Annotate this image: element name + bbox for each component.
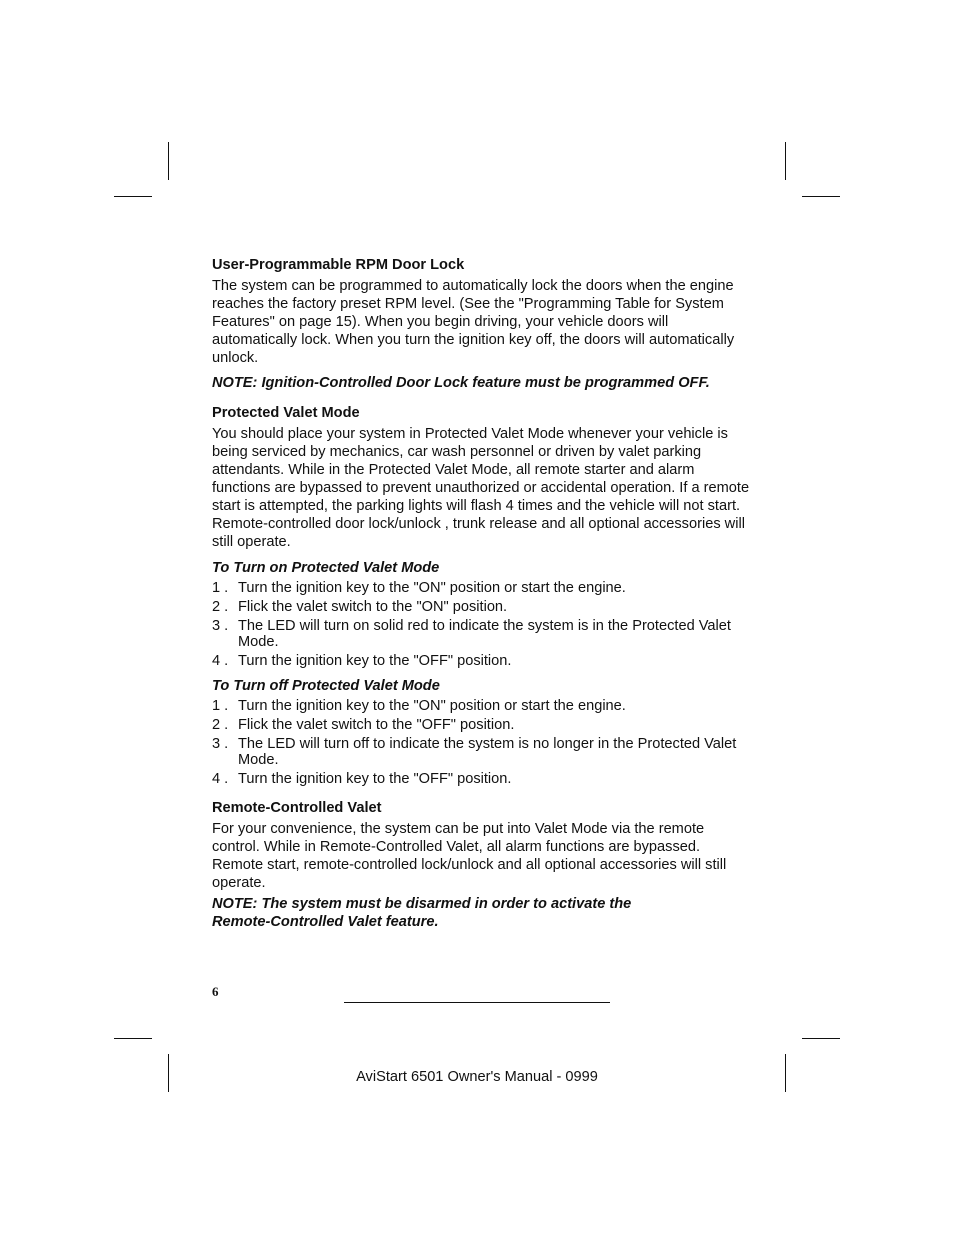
list-item bbox=[212, 698, 752, 714]
step-number: 4 . bbox=[212, 653, 229, 669]
step-number: 3 . bbox=[212, 736, 229, 752]
remote-valet-heading: Remote-Controlled Valet bbox=[212, 800, 382, 816]
crop-mark-top-right-vertical bbox=[785, 142, 786, 180]
page-content bbox=[212, 256, 752, 943]
turn-off-heading: To Turn off Protected Valet Mode bbox=[212, 678, 440, 694]
step-text: Turn the ignition key to the "OFF" position. bbox=[238, 771, 512, 787]
list-item bbox=[212, 580, 752, 596]
step-number: 2 . bbox=[212, 599, 229, 615]
step-text: Turn the ignition key to the "ON" position or start the engine. bbox=[238, 580, 626, 596]
crop-mark-bottom-left-horizontal bbox=[114, 1038, 152, 1039]
step-number: 1 . bbox=[212, 580, 229, 596]
step-text: Turn the ignition key to the "OFF" position. bbox=[238, 653, 512, 669]
remote-valet-note-line2: Remote-Controlled Valet feature. bbox=[212, 914, 439, 930]
page-rule bbox=[344, 1002, 610, 1003]
remote-valet-section bbox=[212, 799, 752, 931]
step-number: 1 . bbox=[212, 698, 229, 714]
rpm-door-lock-body: The system can be programmed to automatically lock the doors when the engine reaches the factory preset RPM level. (See the "Programming Table for System Features" on page 15). When you begin driving, your vehicle doors will automatically lock. When you turn the ignition key off, the doors will automatically unlock. bbox=[212, 278, 735, 366]
footer-text: AviStart 6501 Owner's Manual - 0999 bbox=[356, 1069, 598, 1085]
protected-valet-section bbox=[212, 404, 752, 787]
step-number: 2 . bbox=[212, 717, 229, 733]
list-item bbox=[212, 653, 752, 669]
step-number: 3 . bbox=[212, 618, 229, 634]
turn-off-steps bbox=[212, 698, 752, 787]
list-item bbox=[212, 599, 752, 615]
page-number: 6 bbox=[212, 984, 219, 999]
remote-valet-note bbox=[212, 895, 752, 931]
step-text: The LED will turn on solid red to indicate the system is in the Protected Valet Mode. bbox=[238, 618, 731, 650]
list-item bbox=[212, 771, 752, 787]
turn-on-heading: To Turn on Protected Valet Mode bbox=[212, 560, 440, 576]
step-text: The LED will turn off to indicate the system is no longer in the Protected Valet Mode. bbox=[238, 736, 737, 768]
list-item bbox=[212, 736, 752, 768]
crop-mark-bottom-right-horizontal bbox=[802, 1038, 840, 1039]
rpm-door-lock-note: NOTE: Ignition-Controlled Door Lock feature must be programmed OFF. bbox=[212, 375, 710, 391]
protected-valet-heading: Protected Valet Mode bbox=[212, 405, 360, 421]
rpm-door-lock-section bbox=[212, 256, 752, 392]
list-item bbox=[212, 717, 752, 733]
protected-valet-body: You should place your system in Protected Valet Mode whenever your vehicle is being serviced by mechanics, car wash personnel or driven by valet parking attendants. While in the Protected Valet Mode, all remote starter and alarm functions are bypassed to prevent unauthorized or accidental operation. If a remote start is attempted, the parking lights will flash 4 times and the vehicle will not start. Remote-controlled door lock/unlock , trunk release and all optional accessories will still operate. bbox=[212, 426, 750, 550]
step-text: Flick the valet switch to the "ON" position. bbox=[238, 599, 508, 615]
step-number: 4 . bbox=[212, 771, 229, 787]
crop-mark-top-left-horizontal bbox=[114, 196, 152, 197]
step-text: Turn the ignition key to the "ON" position or start the engine. bbox=[238, 698, 626, 714]
crop-mark-top-left-vertical bbox=[168, 142, 169, 180]
remote-valet-note-line1: NOTE: The system must be disarmed in order to activate the bbox=[212, 896, 632, 912]
turn-on-steps bbox=[212, 580, 752, 669]
rpm-door-lock-heading: User-Programmable RPM Door Lock bbox=[212, 257, 465, 273]
list-item bbox=[212, 618, 752, 650]
crop-mark-top-right-horizontal bbox=[802, 196, 840, 197]
step-text: Flick the valet switch to the "OFF" position. bbox=[238, 717, 515, 733]
remote-valet-body: For your convenience, the system can be put into Valet Mode via the remote control. While in Remote-Controlled Valet, all alarm functions are bypassed. Remote start, remote-controlled lock/unlock and all optional accessories will still operate. bbox=[212, 821, 727, 891]
